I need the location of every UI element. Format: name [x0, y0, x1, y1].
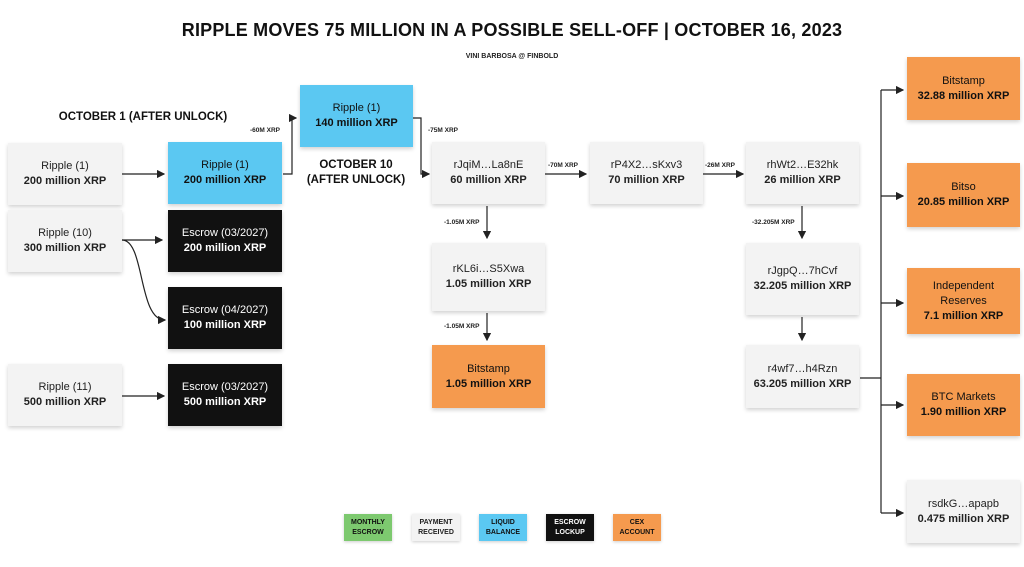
node-bitstamp-big — [907, 57, 1020, 120]
page-title: RIPPLE MOVES 75 MILLION IN A POSSIBLE SELL-OFF | OCTOBER 16, 2023 — [181, 20, 843, 40]
node-name: Escrow (03/2027) — [181, 227, 269, 239]
legend-liquid-balance: LIQUID BALANCE — [479, 514, 527, 541]
node-ripple1-liquid — [168, 142, 282, 204]
node-value: 1.05 million XRP — [445, 278, 532, 290]
node-value: 100 million XRP — [183, 319, 267, 331]
node-value: 500 million XRP — [183, 396, 267, 408]
node-name: rKL6i…S5Xwa — [452, 263, 525, 275]
node-name: rhWt2…E32hk — [766, 159, 839, 171]
node-name: r4wf7…h4Rzn — [767, 362, 838, 375]
node-value: 32.205 million XRP — [753, 280, 852, 292]
node-name: Bitstamp — [467, 362, 510, 375]
edge-ripple1c-to-rjqim — [413, 118, 429, 174]
node-value: 60 million XRP — [450, 174, 527, 186]
edge-ripple1b-to-ripple1c — [283, 118, 296, 174]
node-escrow-0327-a — [168, 210, 282, 272]
node-value: 20.85 million XRP — [917, 196, 1010, 208]
node-value: 200 million XRP — [183, 174, 267, 186]
node-name: rsdkG…apapb — [928, 497, 999, 510]
legend-payment-received: PAYMENT RECEIVED — [412, 514, 460, 541]
node-name: Bitstamp — [942, 74, 985, 87]
node-btc-markets — [907, 374, 1020, 436]
edge-label-105m-a: -1.05M XRP — [444, 219, 480, 226]
edge-label-32m: -32.205M XRP — [752, 219, 795, 226]
node-value: 140 million XRP — [315, 117, 398, 129]
author-credit: VINI BARBOSA @ FINBOLD — [465, 53, 559, 60]
node-escrow-0427 — [168, 287, 282, 349]
node-name: rJgpQ…7hCvf — [767, 265, 838, 277]
node-name: Ripple (11) — [38, 381, 92, 393]
edge-label-70m: -70M XRP — [548, 162, 578, 169]
node-r4wf7 — [746, 345, 859, 408]
node-name: Independent Reserves — [932, 279, 995, 307]
node-name: BTC Markets — [931, 391, 996, 403]
edge-label-75m: -75M XRP — [428, 127, 458, 134]
node-name: Ripple (1) — [332, 102, 381, 114]
legend-escrow-lockup: ESCROW LOCKUP — [546, 514, 594, 541]
node-rjqim — [432, 142, 545, 204]
section-label-oct10-line1: OCTOBER 10 — [319, 159, 393, 171]
node-value: 200 million XRP — [183, 242, 267, 254]
node-rp4x2 — [590, 142, 703, 204]
node-ripple11 — [8, 364, 122, 426]
node-value: 63.205 million XRP — [753, 377, 852, 390]
edge-label-26m: -26M XRP — [705, 162, 735, 169]
node-rhwt2 — [746, 142, 859, 204]
node-name: Ripple (1) — [201, 159, 249, 171]
edge-label-105m-b: -1.05M XRP — [444, 323, 480, 330]
node-value: 26 million XRP — [764, 174, 841, 186]
node-bitso — [907, 163, 1020, 227]
section-label-oct1: OCTOBER 1 (AFTER UNLOCK) — [58, 111, 228, 123]
node-name: Ripple (1) — [41, 160, 89, 172]
node-name: Bitso — [951, 181, 976, 193]
node-value: 500 million XRP — [23, 396, 107, 408]
node-name: rJqiM…La8nE — [453, 159, 524, 171]
node-value: 32.88 million XRP — [917, 89, 1010, 102]
node-rkl6i — [432, 243, 545, 311]
node-name: rP4X2…sKxv3 — [610, 159, 683, 171]
section-label-oct10-line2: (AFTER UNLOCK) — [306, 174, 406, 186]
node-ripple1-oct10 — [300, 85, 413, 147]
edge-label-60m: -60M XRP — [250, 127, 280, 134]
edge-ripple10-to-escrow0427 — [122, 240, 165, 320]
node-name: Escrow (03/2027) — [181, 381, 269, 393]
node-rjgpq — [746, 243, 859, 315]
node-independent-reserves — [907, 268, 1020, 334]
node-rsdkg — [907, 480, 1020, 543]
node-value: 300 million XRP — [23, 242, 107, 254]
node-ripple1-oct1 — [8, 143, 122, 205]
node-name: Escrow (04/2027) — [181, 304, 269, 316]
node-escrow-0327-b — [168, 364, 282, 426]
node-value: 70 million XRP — [608, 174, 685, 186]
legend-monthly-escrow: MONTHLY ESCROW — [344, 514, 392, 541]
legend-cex-account: CEX ACCOUNT — [613, 514, 661, 541]
node-bitstamp-small — [432, 345, 545, 408]
node-value: 0.475 million XRP — [917, 512, 1010, 525]
node-value: 1.05 million XRP — [445, 377, 532, 390]
node-value: 1.90 million XRP — [920, 406, 1007, 418]
node-value: 200 million XRP — [23, 175, 107, 187]
node-ripple10 — [8, 210, 122, 272]
node-value: 7.1 million XRP — [923, 309, 1004, 322]
node-name: Ripple (10) — [38, 227, 92, 239]
